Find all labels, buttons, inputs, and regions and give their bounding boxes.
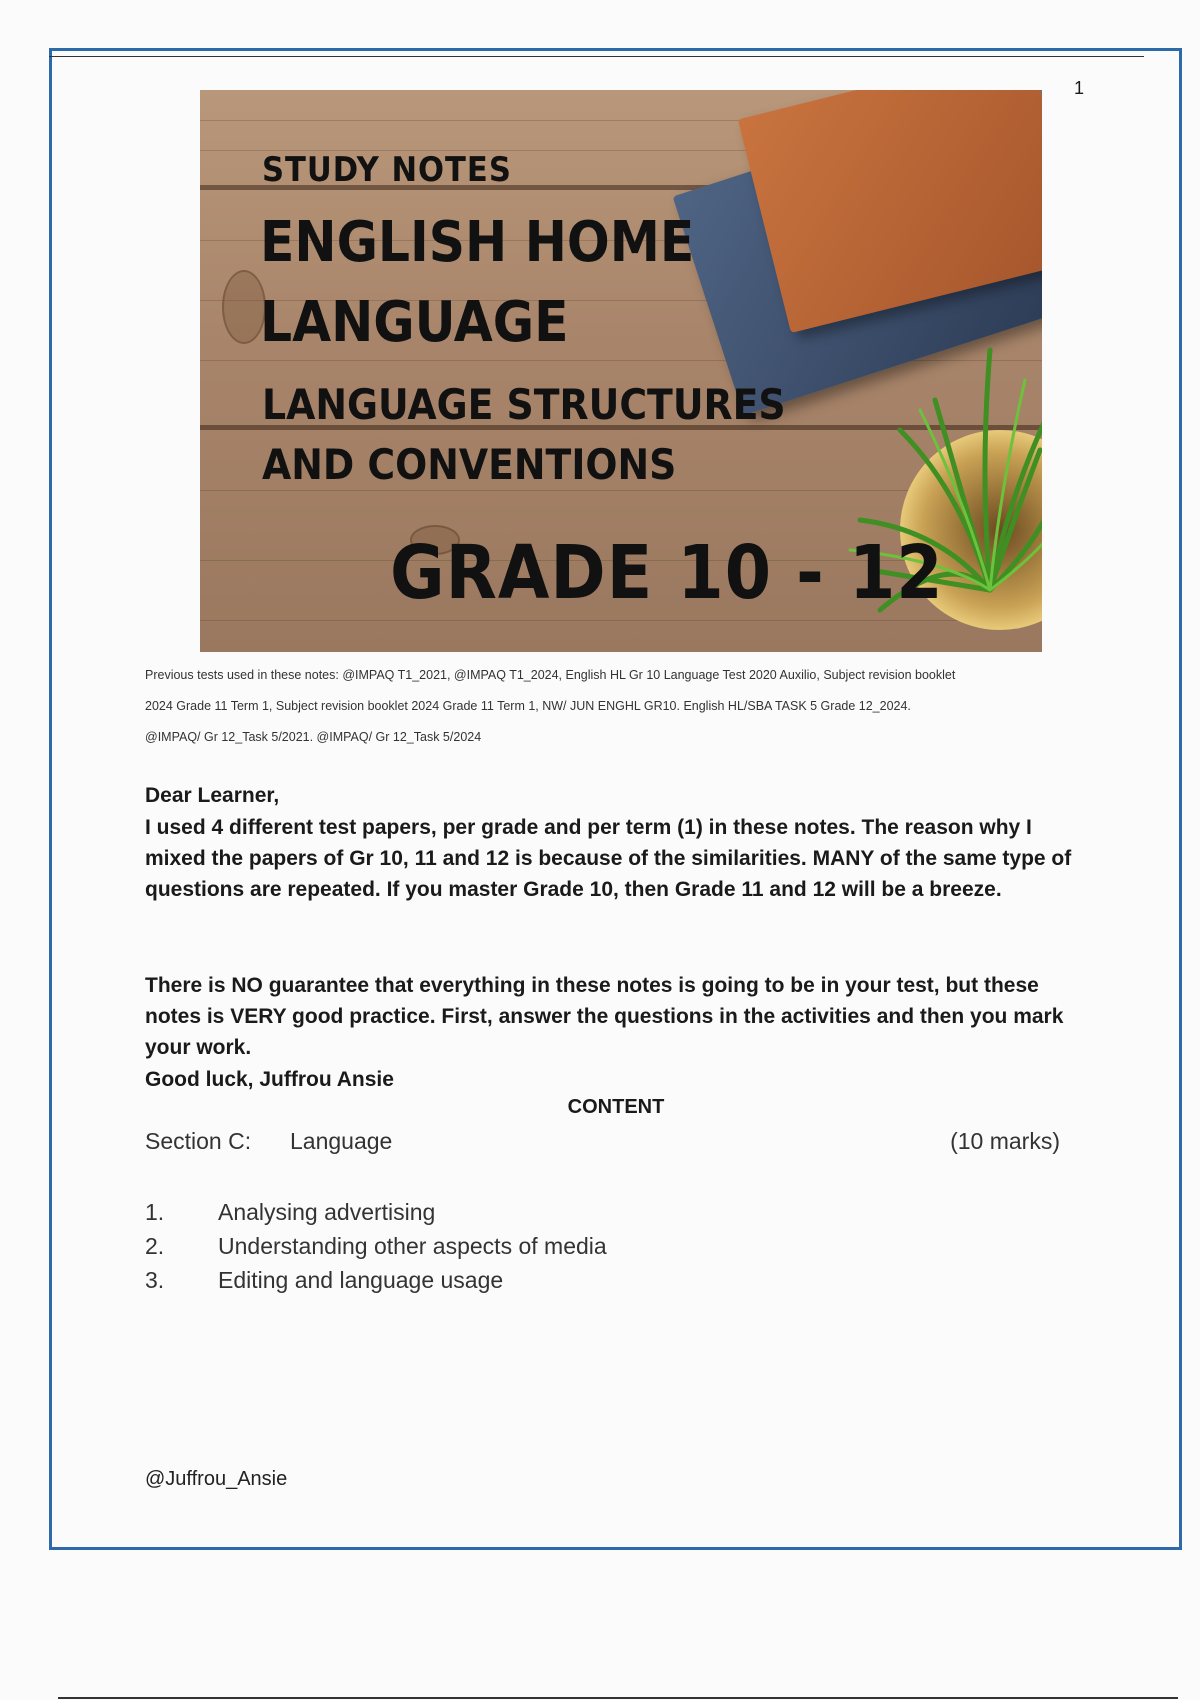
list-item xyxy=(145,1229,845,1263)
author-handle: @Juffrou_Ansie xyxy=(145,1468,288,1490)
letter-salutation: Dear Learner, xyxy=(145,784,280,807)
list-item xyxy=(145,1195,845,1229)
letter-signoff: Good luck, Juffrou Ansie xyxy=(145,1068,394,1091)
cover-subtitle-line1: LANGUAGE STRUCTURES xyxy=(262,380,786,429)
cover-subtitle-line2: AND CONVENTIONS xyxy=(262,440,677,489)
cover-image xyxy=(200,90,1042,652)
section-marks: (10 marks) xyxy=(950,1128,1060,1154)
top-rule xyxy=(49,56,1144,57)
bottom-rule xyxy=(58,1697,1178,1699)
sources-line: Previous tests used in these notes: @IMPAQ T1_2021, @IMPAQ T1_2024, English HL Gr 10 Language Test 2020 Auxilio, Subject revision booklet xyxy=(145,668,956,682)
page-number: 1 xyxy=(1074,78,1085,98)
letter-paragraph: There is NO guarantee that everything in these notes is going to be in your test, but these notes is VERY good practice. First, answer the questions in the activities and then you mark your work. xyxy=(145,974,1064,1059)
list-item-text: Analysing advertising xyxy=(218,1199,436,1225)
cover-title-line2: LANGUAGE xyxy=(260,290,569,355)
cover-study-notes: STUDY NOTES xyxy=(262,150,512,190)
content-heading: CONTENT xyxy=(567,1096,665,1118)
cover-title-line1: ENGLISH HOME xyxy=(260,210,695,275)
sources-line: 2024 Grade 11 Term 1, Subject revision booklet 2024 Grade 11 Term 1, NW/ JUN ENGHL GR10. English HL/SBA TASK 5 Grade 12_2024. xyxy=(145,699,911,713)
sources-line: @IMPAQ/ Gr 12_Task 5/2021. @IMPAQ/ Gr 12_Task 5/2024 xyxy=(145,730,482,744)
list-item-number: 3. xyxy=(145,1267,165,1293)
letter-paragraph: I used 4 different test papers, per grade and per term (1) in these notes. The reason why I mixed the papers of Gr 10, 11 and 12 is because of the similarities. MANY of the same type of questions are repeated. If you master Grade 10, then Grade 11 and 12 will be a breeze. xyxy=(145,816,1072,901)
list-item-number: 2. xyxy=(145,1233,165,1259)
sources-note xyxy=(145,660,1085,753)
list-item-text: Editing and language usage xyxy=(218,1267,504,1293)
section-name: Language xyxy=(290,1128,393,1154)
list-item-text: Understanding other aspects of media xyxy=(218,1233,607,1259)
list-item xyxy=(145,1263,845,1297)
section-row xyxy=(145,1128,1060,1162)
cover-grade: GRADE 10 - 12 xyxy=(390,530,944,616)
list-item-number: 1. xyxy=(145,1199,165,1225)
section-label: Section C: xyxy=(145,1128,252,1154)
content-list xyxy=(145,1195,845,1297)
